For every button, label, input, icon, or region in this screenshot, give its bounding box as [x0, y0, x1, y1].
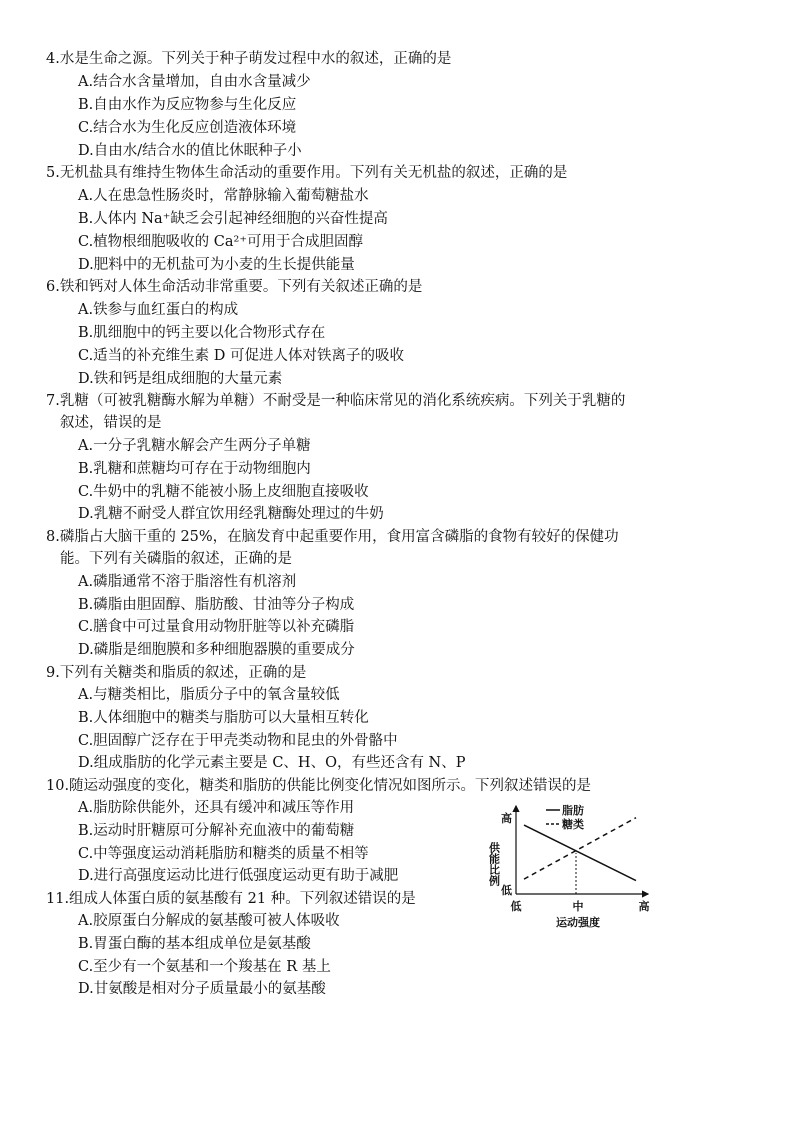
- option-b: B.人体内 Na⁺缺乏会引起神经细胞的兴奋性提高: [78, 211, 388, 227]
- option-d: D.磷脂是细胞膜和多种细胞器膜的重要成分: [78, 642, 355, 658]
- y-tick-low: 低: [501, 884, 512, 897]
- option-b: B.肌细胞中的钙主要以化合物形式存在: [78, 325, 326, 341]
- option-a: A.与糖类相比，脂质分子中的氧含量较低: [78, 687, 340, 703]
- legend-label-fat: 脂肪: [562, 804, 584, 817]
- series-line-fat: [524, 825, 636, 881]
- option-b: B.乳糖和蔗糖均可存在于动物细胞内: [78, 461, 311, 477]
- option-d: D.甘氨酸是相对分子质量最小的氨基酸: [78, 981, 326, 997]
- x-axis-label: 运动强度: [556, 916, 600, 929]
- option-b: B.人体细胞中的糖类与脂肪可以大量相互转化: [78, 710, 369, 726]
- option-a: A.磷脂通常不溶于脂溶性有机溶剂: [78, 574, 297, 590]
- option-d: D.乳糖不耐受人群宜饮用经乳糖酶处理过的牛奶: [78, 506, 384, 522]
- x-tick-low: 低: [510, 900, 522, 913]
- option-d: D.组成脂肪的化学元素主要是 C、H、O，有些还含有 N、P: [78, 755, 466, 771]
- option-b: B.自由水作为反应物参与生化反应: [78, 97, 297, 113]
- option-b: B.磷脂由胆固醇、脂肪酸、甘油等分子构成: [78, 597, 355, 613]
- x-tick-high: 高: [638, 900, 650, 913]
- y-tick-high: 高: [501, 812, 512, 825]
- option-c: C.适当的补充维生素 D 可促进人体对铁离子的吸收: [78, 348, 405, 364]
- question-stem: 5.无机盐具有维持生物体生命活动的重要作用。下列有关无机盐的叙述，正确的是: [46, 165, 568, 181]
- question-stem: 7.乳糖（可被乳糖酶水解为单糖）不耐受是一种临床常见的消化系统疾病。下列关于乳糖的: [46, 393, 626, 409]
- question-stem: 4.水是生命之源。下列关于种子萌发过程中水的叙述，正确的是: [46, 51, 452, 67]
- option-d: D.进行高强度运动比进行低强度运动更有助于减肥: [78, 868, 399, 884]
- option-c: C.至少有一个氨基和一个羧基在 R 基上: [78, 959, 331, 975]
- option-c: C.结合水为生化反应创造液体环境: [78, 120, 297, 136]
- option-d: D.自由水/结合水的值比休眠种子小: [78, 143, 302, 159]
- y-axis-label: 供能比例: [487, 842, 501, 886]
- option-a: A.脂肪除供能外，还具有缓冲和减压等作用: [78, 800, 355, 816]
- question-stem: 6.铁和钙对人体生命活动非常重要。下列有关叙述正确的是: [46, 279, 423, 295]
- question-stem: 8.磷脂占大脑干重的 25%，在脑发育中起重要作用，食用富含磷脂的食物有较好的保健功: [46, 529, 619, 545]
- option-a: A.铁参与血红蛋白的构成: [78, 302, 239, 318]
- option-d: D.肥料中的无机盐可为小麦的生长提供能量: [78, 257, 355, 273]
- question-stem: 11.组成人体蛋白质的氨基酸有 21 种。下列叙述错误的是: [46, 891, 416, 907]
- option-b: B.胃蛋白酶的基本组成单位是氨基酸: [78, 936, 311, 952]
- option-c: C.胆固醇广泛存在于甲壳类动物和昆虫的外骨骼中: [78, 733, 398, 749]
- option-c: C.植物根细胞吸收的 Ca²⁺可用于合成胆固醇: [78, 234, 363, 250]
- question-stem: 9.下列有关糖类和脂质的叙述，正确的是: [46, 665, 307, 681]
- option-a: A.人在患急性肠炎时，常静脉输入葡萄糖盐水: [78, 188, 369, 204]
- option-c: C.牛奶中的乳糖不能被小肠上皮细胞直接吸收: [78, 484, 369, 500]
- question-stem-continued: 叙述，错误的是: [60, 415, 162, 431]
- option-c: C.中等强度运动消耗脂肪和糖类的质量不相等: [78, 846, 369, 862]
- question-stem: 10.随运动强度的变化，糖类和脂肪的供能比例变化情况如图所示。下列叙述错误的是: [46, 778, 592, 794]
- legend-label-carbohydrate: 糖类: [562, 818, 584, 831]
- question-stem-continued: 能。下列有关磷脂的叙述，正确的是: [60, 551, 292, 567]
- x-tick-mid: 中: [572, 900, 584, 913]
- option-d: D.铁和钙是组成细胞的大量元素: [78, 371, 283, 387]
- option-a: A.结合水含量增加，自由水含量减少: [78, 74, 311, 90]
- option-c: C.膳食中可过量食用动物肝脏等以补充磷脂: [78, 619, 355, 635]
- energy-supply-chart: [476, 802, 666, 932]
- option-b: B.运动时肝糖原可分解补充血液中的葡萄糖: [78, 823, 355, 839]
- option-a: A.一分子乳糖水解会产生两分子单糖: [78, 438, 311, 454]
- option-a: A.胶原蛋白分解成的氨基酸可被人体吸收: [78, 913, 340, 929]
